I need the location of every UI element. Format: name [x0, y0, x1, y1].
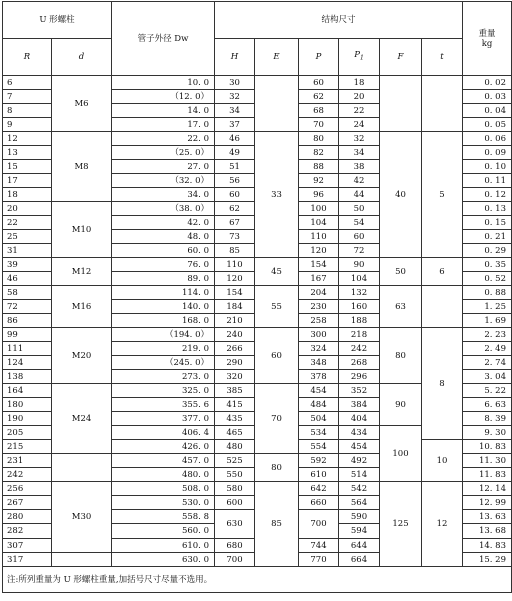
cell-weight: 15. 29: [463, 553, 512, 567]
cell-r: 111: [3, 342, 52, 356]
header-weight-unit: kg: [481, 38, 493, 49]
cell-p1: 644: [339, 539, 380, 553]
cell-weight: 10. 83: [463, 440, 512, 454]
cell-r: 164: [3, 384, 52, 398]
cell-t: 8: [422, 328, 463, 440]
header-d: d: [52, 39, 112, 76]
cell-weight: 0. 03: [463, 90, 512, 104]
header-p1-base: P: [354, 50, 360, 61]
cell-weight: 14. 83: [463, 539, 512, 553]
cell-dw: 140. 0: [112, 300, 215, 314]
cell-dw: 630. 0: [112, 553, 215, 567]
cell-p1: 38: [339, 160, 380, 174]
cell-d: M20: [52, 328, 112, 384]
table-row: [3, 328, 512, 342]
cell-p1: 664: [339, 553, 380, 567]
cell-dw: （32. 0）: [112, 174, 215, 188]
cell-p1: 514: [339, 468, 380, 482]
header-pipe-od: 管子外径 Dw: [112, 2, 215, 76]
table-row: [3, 286, 512, 300]
header-e: E: [255, 39, 299, 76]
cell-dw: 558. 8: [112, 510, 215, 524]
cell-r: 58: [3, 286, 52, 300]
cell-weight: 5. 22: [463, 384, 512, 398]
cell-p: 324: [299, 342, 339, 356]
header-structure-size: 结构尺寸: [215, 2, 463, 39]
cell-d: M24: [52, 384, 112, 454]
cell-e: 80: [255, 454, 299, 482]
cell-weight: 0. 11: [463, 174, 512, 188]
cell-r: 307: [3, 539, 52, 553]
table-row: [3, 258, 512, 272]
cell-r: 99: [3, 328, 52, 342]
cell-h: 154: [215, 286, 255, 300]
header-r: R: [3, 39, 52, 76]
cell-p: 68: [299, 104, 339, 118]
cell-p1: 268: [339, 356, 380, 370]
cell-dw: （38. 0）: [112, 202, 215, 216]
cell-e: 60: [255, 328, 299, 384]
cell-p1: 18: [339, 76, 380, 90]
cell-r: 282: [3, 524, 52, 539]
cell-p: 744: [299, 539, 339, 553]
cell-p: 80: [299, 132, 339, 146]
cell-dw: 17. 0: [112, 118, 215, 132]
cell-e: 33: [255, 132, 299, 258]
cell-weight: 9. 30: [463, 426, 512, 440]
cell-r: 256: [3, 482, 52, 496]
cell-p: 554: [299, 440, 339, 454]
cell-weight: 6. 63: [463, 398, 512, 412]
cell-r: 280: [3, 510, 52, 524]
cell-h: 415: [215, 398, 255, 412]
cell-h: 32: [215, 90, 255, 104]
cell-r: 39: [3, 258, 52, 272]
cell-t: 5: [422, 132, 463, 258]
cell-r: 20: [3, 202, 52, 216]
cell-h: 37: [215, 118, 255, 132]
cell-r: 86: [3, 314, 52, 328]
cell-h: 465: [215, 426, 255, 440]
cell-h: 110: [215, 258, 255, 272]
cell-r: 18: [3, 188, 52, 202]
cell-h: 480: [215, 440, 255, 454]
cell-h: 56: [215, 174, 255, 188]
cell-p: 454: [299, 384, 339, 398]
cell-p1: 218: [339, 328, 380, 342]
cell-p: 300: [299, 328, 339, 342]
cell-t: 12: [422, 482, 463, 567]
cell-weight: 0. 35: [463, 258, 512, 272]
cell-e: [255, 76, 299, 132]
cell-r: 205: [3, 426, 52, 440]
cell-dw: （25. 0）: [112, 146, 215, 160]
header-p: P: [299, 39, 339, 76]
cell-weight: 11. 30: [463, 454, 512, 468]
cell-h: 600: [215, 496, 255, 510]
cell-weight: 12. 14: [463, 482, 512, 496]
cell-d: M10: [52, 202, 112, 258]
cell-p1: 54: [339, 216, 380, 230]
cell-h: 67: [215, 216, 255, 230]
cell-h: 210: [215, 314, 255, 328]
cell-r: 25: [3, 230, 52, 244]
cell-p: 700: [299, 510, 339, 539]
cell-r: 180: [3, 398, 52, 412]
cell-h: 290: [215, 356, 255, 370]
cell-p: 348: [299, 356, 339, 370]
table-row: [3, 132, 512, 146]
cell-p1: 564: [339, 496, 380, 510]
cell-weight: 12. 99: [463, 496, 512, 510]
cell-p1: 188: [339, 314, 380, 328]
cell-p: 230: [299, 300, 339, 314]
cell-p1: 50: [339, 202, 380, 216]
cell-r: 124: [3, 356, 52, 370]
cell-p1: 72: [339, 244, 380, 258]
cell-weight: 2. 74: [463, 356, 512, 370]
cell-weight: 13. 68: [463, 524, 512, 539]
cell-f: [380, 76, 422, 132]
cell-r: 17: [3, 174, 52, 188]
cell-p1: 352: [339, 384, 380, 398]
cell-h: 550: [215, 468, 255, 482]
cell-r: 22: [3, 216, 52, 230]
cell-t: 10: [422, 440, 463, 482]
cell-p: 378: [299, 370, 339, 384]
cell-weight: 0. 13: [463, 202, 512, 216]
cell-p: 110: [299, 230, 339, 244]
cell-dw: 480. 0: [112, 468, 215, 482]
cell-p1: 44: [339, 188, 380, 202]
header-t: t: [422, 39, 463, 76]
header-weight-label: 重量: [478, 28, 496, 39]
cell-r: 138: [3, 370, 52, 384]
cell-p: 96: [299, 188, 339, 202]
note-row: [3, 567, 512, 593]
cell-r: 215: [3, 440, 52, 454]
cell-dw: 219. 0: [112, 342, 215, 356]
cell-f: 90: [380, 384, 422, 426]
cell-dw: 27. 0: [112, 160, 215, 174]
cell-p: 534: [299, 426, 339, 440]
cell-h: 320: [215, 370, 255, 384]
cell-dw: 426. 0: [112, 440, 215, 454]
cell-d: M8: [52, 132, 112, 202]
cell-h: 525: [215, 454, 255, 468]
cell-f: 40: [380, 132, 422, 258]
header-p1: [339, 39, 380, 76]
cell-t: [422, 286, 463, 328]
u-bolt-dimension-table: [2, 1, 512, 593]
cell-h: 435: [215, 412, 255, 426]
cell-dw: 530. 0: [112, 496, 215, 510]
cell-h: 580: [215, 482, 255, 496]
cell-p: 88: [299, 160, 339, 174]
cell-dw: 76. 0: [112, 258, 215, 272]
cell-p1: 454: [339, 440, 380, 454]
cell-p1: 594: [339, 524, 380, 539]
cell-h: 85: [215, 244, 255, 258]
cell-dw: 10. 0: [112, 76, 215, 90]
cell-r: 12: [3, 132, 52, 146]
table-row: [3, 76, 512, 90]
cell-weight: 0. 29: [463, 244, 512, 258]
cell-p: 642: [299, 482, 339, 496]
cell-dw: 48. 0: [112, 230, 215, 244]
cell-h: 630: [215, 510, 255, 539]
cell-weight: 2. 49: [463, 342, 512, 356]
cell-p: 120: [299, 244, 339, 258]
table-row: [3, 482, 512, 496]
header-f: F: [380, 39, 422, 76]
table-note: 注:所列重量为 U 形螺柱重量,加括号尺寸尽量不选用。: [3, 567, 512, 593]
cell-weight: 13. 63: [463, 510, 512, 524]
cell-p1: 42: [339, 174, 380, 188]
cell-f: 125: [380, 482, 422, 567]
cell-h: 62: [215, 202, 255, 216]
cell-p1: 404: [339, 412, 380, 426]
cell-h: 51: [215, 160, 255, 174]
cell-dw: 508. 0: [112, 482, 215, 496]
cell-d: M30: [52, 482, 112, 553]
cell-p: 504: [299, 412, 339, 426]
cell-weight: 0. 10: [463, 160, 512, 174]
cell-h: 34: [215, 104, 255, 118]
cell-dw: 325. 0: [112, 384, 215, 398]
cell-p1: 60: [339, 230, 380, 244]
cell-dw: 42. 0: [112, 216, 215, 230]
header-h: H: [215, 39, 255, 76]
cell-d: [52, 454, 112, 482]
cell-p1: 34: [339, 146, 380, 160]
cell-weight: 0. 06: [463, 132, 512, 146]
cell-h: 184: [215, 300, 255, 314]
cell-p1: 296: [339, 370, 380, 384]
cell-weight: 3. 04: [463, 370, 512, 384]
cell-h: 240: [215, 328, 255, 342]
cell-p1: 434: [339, 426, 380, 440]
cell-weight: 0. 09: [463, 146, 512, 160]
cell-r: 231: [3, 454, 52, 468]
cell-e: 45: [255, 258, 299, 286]
cell-weight: 0. 02: [463, 76, 512, 90]
cell-dw: 377. 0: [112, 412, 215, 426]
cell-weight: 0. 12: [463, 188, 512, 202]
cell-p: 592: [299, 454, 339, 468]
cell-r: 317: [3, 553, 52, 567]
cell-p1: 242: [339, 342, 380, 356]
cell-h: 266: [215, 342, 255, 356]
header-weight: [463, 2, 512, 76]
cell-weight: 0. 21: [463, 230, 512, 244]
cell-h: 60: [215, 188, 255, 202]
cell-p1: 590: [339, 510, 380, 524]
cell-r: 15: [3, 160, 52, 174]
cell-f: 63: [380, 286, 422, 328]
cell-r: 72: [3, 300, 52, 314]
cell-dw: 355. 6: [112, 398, 215, 412]
cell-r: 242: [3, 468, 52, 482]
cell-weight: 0. 52: [463, 272, 512, 286]
cell-p: 154: [299, 258, 339, 272]
cell-p: 60: [299, 76, 339, 90]
cell-p: 100: [299, 202, 339, 216]
cell-f: 50: [380, 258, 422, 286]
cell-h: 46: [215, 132, 255, 146]
cell-p: 484: [299, 398, 339, 412]
cell-f: 80: [380, 328, 422, 384]
cell-p1: 90: [339, 258, 380, 272]
cell-weight: 0. 04: [463, 104, 512, 118]
cell-dw: 273. 0: [112, 370, 215, 384]
cell-p: 770: [299, 553, 339, 567]
cell-dw: 14. 0: [112, 104, 215, 118]
header-p1-sub: 1: [359, 54, 364, 62]
cell-h: 30: [215, 76, 255, 90]
cell-p: 167: [299, 272, 339, 286]
header-u-bolt: U 形螺柱: [3, 2, 112, 39]
cell-r: 267: [3, 496, 52, 510]
cell-p1: 160: [339, 300, 380, 314]
cell-p1: 132: [339, 286, 380, 300]
cell-weight: 0. 88: [463, 286, 512, 300]
cell-dw: 406. 4: [112, 426, 215, 440]
cell-weight: 0. 05: [463, 118, 512, 132]
cell-p: 660: [299, 496, 339, 510]
cell-dw: 114. 0: [112, 286, 215, 300]
cell-weight: 2. 23: [463, 328, 512, 342]
cell-weight: 1. 69: [463, 314, 512, 328]
cell-e: 85: [255, 482, 299, 567]
cell-r: 31: [3, 244, 52, 258]
cell-t: 6: [422, 258, 463, 286]
cell-p1: 384: [339, 398, 380, 412]
cell-weight: 1. 25: [463, 300, 512, 314]
cell-r: 8: [3, 104, 52, 118]
cell-p1: 104: [339, 272, 380, 286]
cell-r: 46: [3, 272, 52, 286]
cell-d: M12: [52, 258, 112, 286]
cell-p: 70: [299, 118, 339, 132]
cell-r: 13: [3, 146, 52, 160]
cell-dw: 60. 0: [112, 244, 215, 258]
cell-r: 6: [3, 76, 52, 90]
cell-p: 82: [299, 146, 339, 160]
cell-h: 49: [215, 146, 255, 160]
cell-d: [52, 553, 112, 567]
cell-p1: 542: [339, 482, 380, 496]
cell-dw: 560. 0: [112, 524, 215, 539]
cell-p1: 20: [339, 90, 380, 104]
cell-dw: 610. 0: [112, 539, 215, 553]
cell-h: 385: [215, 384, 255, 398]
cell-h: 73: [215, 230, 255, 244]
cell-e: 70: [255, 384, 299, 454]
cell-dw: （245. 0）: [112, 356, 215, 370]
cell-p1: 492: [339, 454, 380, 468]
cell-f: 100: [380, 426, 422, 482]
cell-r: 7: [3, 90, 52, 104]
cell-weight: 8. 39: [463, 412, 512, 426]
cell-p: 92: [299, 174, 339, 188]
cell-dw: 22. 0: [112, 132, 215, 146]
cell-dw: 457. 0: [112, 454, 215, 468]
cell-r: 9: [3, 118, 52, 132]
cell-h: 680: [215, 539, 255, 553]
cell-dw: （12. 0）: [112, 90, 215, 104]
cell-p: 258: [299, 314, 339, 328]
cell-dw: 34. 0: [112, 188, 215, 202]
cell-t: [422, 76, 463, 132]
cell-p: 104: [299, 216, 339, 230]
cell-d: M16: [52, 286, 112, 328]
cell-p1: 32: [339, 132, 380, 146]
cell-d: M6: [52, 76, 112, 132]
cell-r: 190: [3, 412, 52, 426]
cell-dw: 168. 0: [112, 314, 215, 328]
cell-p: 62: [299, 90, 339, 104]
cell-p: 204: [299, 286, 339, 300]
cell-weight: 0. 15: [463, 216, 512, 230]
cell-weight: 11. 83: [463, 468, 512, 482]
cell-p: 610: [299, 468, 339, 482]
cell-e: 55: [255, 286, 299, 328]
cell-h: 700: [215, 553, 255, 567]
cell-dw: 89. 0: [112, 272, 215, 286]
cell-p1: 22: [339, 104, 380, 118]
cell-p1: 24: [339, 118, 380, 132]
cell-dw: （194. 0）: [112, 328, 215, 342]
cell-h: 120: [215, 272, 255, 286]
